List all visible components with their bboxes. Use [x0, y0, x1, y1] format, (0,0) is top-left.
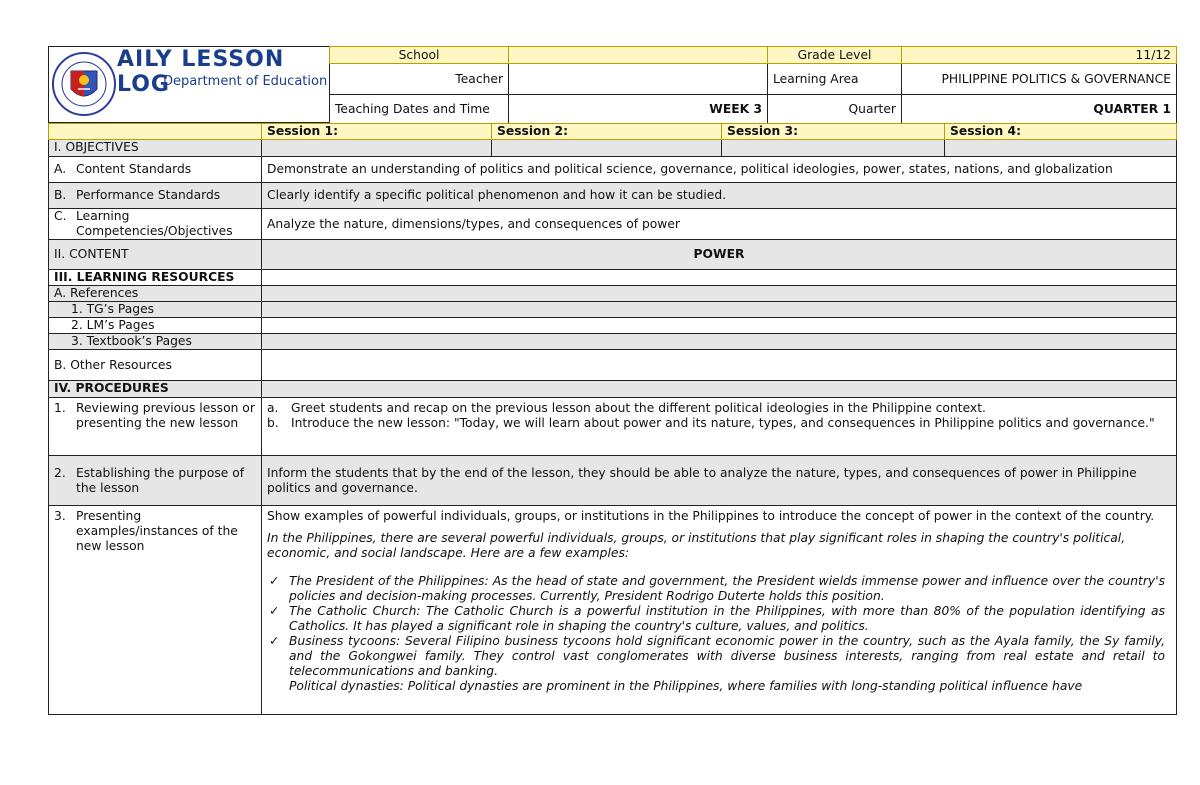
department-name: Department of Education [163, 74, 328, 89]
procedure-2-text: Inform the students that by the end of the lesson, they should be able to analyze the nature, types, and consequences of power in Philippine politics and governance. [262, 456, 1177, 506]
procedure-2-label [49, 456, 262, 506]
procedure-3-content [262, 506, 1177, 715]
list-item: ✓ The Catholic Church: The Catholic Church is a powerful institution in the Philippines, with more than 80% of the population identifying as Catholics. It has played a significant role in shaping the country's culture, values, and politics. [289, 604, 1165, 634]
content-standards-num: A. [54, 162, 67, 176]
objectives-session-1 [262, 140, 492, 157]
session-4-header: Session 4: [945, 124, 1177, 140]
performance-standards-label [49, 183, 262, 209]
lm-pages-cell [262, 318, 1177, 334]
procedure-3-intro: Show examples of powerful individuals, groups, or institutions in the Philippines to introduce the concept of power in the context of the country. [267, 509, 1155, 523]
procedure-1-label-text: Reviewing previous lesson or presenting the new lesson [76, 401, 255, 430]
page-title: AILY LESSON LOG [117, 47, 285, 97]
procedure-3-label-text: Presenting examples/instances of the new lesson [76, 509, 238, 553]
tg-pages-label: 1. TG’s Pages [49, 302, 262, 318]
blank-corner-cell [49, 124, 262, 140]
content-standards-text: Demonstrate an understanding of politics and political science, governance, political ideologies, power, states, nations, and globalization [262, 157, 1177, 183]
header-logo-block [48, 46, 329, 123]
procedure-1-item-a-label: a. [267, 401, 279, 415]
learning-area-label: Learning Area [768, 64, 902, 95]
procedure-1-content [262, 398, 1177, 456]
header-info-table [329, 46, 1177, 124]
objectives-session-4 [945, 140, 1177, 157]
tg-pages-cell [262, 302, 1177, 318]
objectives-heading: I. OBJECTIVES [49, 140, 262, 157]
school-field[interactable] [509, 47, 768, 64]
references-cell [262, 286, 1177, 302]
procedures-heading: IV. PROCEDURES [49, 381, 262, 398]
procedure-3-paragraph: In the Philippines, there are several powerful individuals, groups, or institutions that play significant roles in shaping the country's political, economic, and social landscape. Here are a few examples: [267, 531, 1126, 560]
grade-level-value[interactable]: 11/12 [902, 47, 1177, 64]
content-standards-label-text: Content Standards [76, 162, 192, 176]
teacher-field[interactable] [509, 64, 768, 95]
procedure-2-num: 2. [54, 465, 66, 480]
procedure-1-label [49, 398, 262, 456]
quarter-label: Quarter [768, 95, 902, 124]
content-standards-label [49, 157, 262, 183]
content-value: POWER [262, 240, 1177, 270]
teaching-dates-value[interactable]: WEEK 3 [509, 95, 768, 124]
objectives-session-2 [492, 140, 722, 157]
objectives-session-3 [722, 140, 945, 157]
procedure-3-list [267, 574, 1171, 694]
competencies-text: Analyze the nature, dimensions/types, and consequences of power [262, 209, 1177, 240]
competencies-label-text: Learning Competencies/Objectives [76, 209, 233, 238]
procedure-1-item-a-text: Greet students and recap on the previous lesson about the different political ideologies in the Philippine context. [291, 401, 986, 415]
teaching-dates-label: Teaching Dates and Time [330, 95, 509, 124]
session-1-header: Session 1: [262, 124, 492, 140]
performance-standards-label-text: Performance Standards [76, 188, 221, 202]
procedure-3-num: 3. [54, 509, 66, 523]
teacher-label: Teacher [330, 64, 509, 95]
grade-level-label: Grade Level [768, 47, 902, 64]
other-resources-label: B. Other Resources [49, 350, 262, 381]
quarter-value[interactable]: QUARTER 1 [902, 95, 1177, 124]
list-item: ✓ Political dynasties: Political dynasties are prominent in the Philippines, where families with long-standing political influence have [289, 679, 1165, 694]
textbook-pages-label: 3. Textbook’s Pages [49, 334, 262, 350]
list-item: ✓ Business tycoons: Several Filipino business tycoons hold significant economic power in the country, such as the Ayala family, the Sy family, and the Gokongwei family. They control vast conglomerates with diverse business interests, ranging from real estate and retail to telecommunications and banking. [289, 634, 1165, 679]
procedure-1-item-b-label: b. [267, 416, 279, 430]
lesson-log-table [48, 123, 1177, 715]
performance-standards-text: Clearly identify a specific political phenomenon and how it can be studied. [262, 183, 1177, 209]
lm-pages-label: 2. LM’s Pages [49, 318, 262, 334]
school-label: School [330, 47, 509, 64]
textbook-pages-cell [262, 334, 1177, 350]
procedure-3-label [49, 506, 262, 715]
competencies-num: C. [54, 209, 67, 223]
procedure-1-num: 1. [54, 401, 66, 415]
procedure-1-item-b [267, 416, 1171, 431]
learning-area-value[interactable]: PHILIPPINE POLITICS & GOVERNANCE [902, 64, 1177, 95]
session-2-header: Session 2: [492, 124, 722, 140]
performance-standards-num: B. [54, 188, 67, 202]
content-heading: II. CONTENT [49, 240, 262, 270]
procedure-2-label-text: Establishing the purpose of the lesson [76, 465, 245, 495]
references-label: A. References [49, 286, 262, 302]
learning-resources-heading: III. LEARNING RESOURCES [49, 270, 262, 286]
competencies-label [49, 209, 262, 240]
deped-seal-icon [51, 49, 117, 119]
procedure-1-item-b-text: Introduce the new lesson: "Today, we will learn about power and its nature, types, and consequences in Philippine politics and governance." [291, 416, 1155, 430]
procedures-cell [262, 381, 1177, 398]
session-3-header: Session 3: [722, 124, 945, 140]
learning-resources-cell [262, 270, 1177, 286]
procedure-1-item-a [267, 401, 1171, 416]
list-item: ✓ The President of the Philippines: As the head of state and government, the President wields immense power and influence over the country's policies and decision-making processes. Currently, President Rodrigo Duterte holds this position. [289, 574, 1165, 604]
other-resources-cell [262, 350, 1177, 381]
